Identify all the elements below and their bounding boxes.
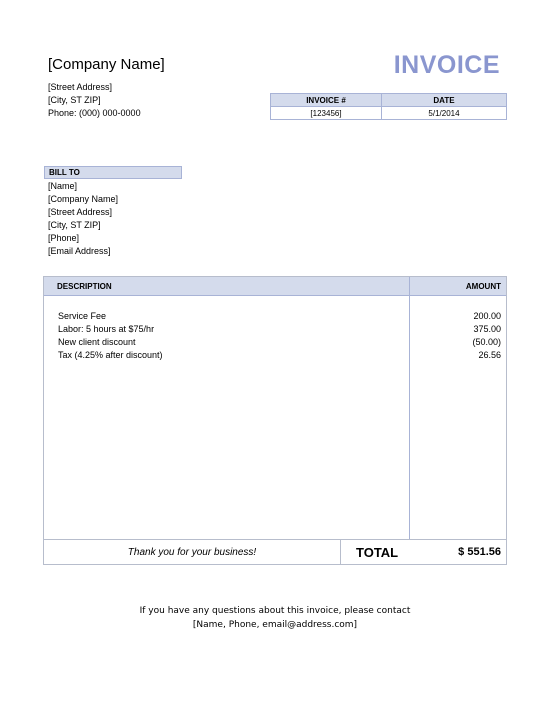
invoice-title: INVOICE xyxy=(393,51,500,79)
item-description: Service Fee xyxy=(58,311,107,321)
item-amount: 26.56 xyxy=(478,350,501,360)
totals-row xyxy=(44,539,506,564)
bill-to-city: [City, ST ZIP] xyxy=(48,220,101,230)
description-column-header: DESCRIPTION xyxy=(57,282,112,291)
bill-to-heading: BILL TO xyxy=(44,166,182,179)
bill-to-name: [Name] xyxy=(48,181,78,191)
company-street: [Street Address] xyxy=(48,82,113,92)
invoice-date: 5/1/2014 xyxy=(382,107,507,120)
item-description: Labor: 5 hours at $75/hr xyxy=(58,324,155,334)
item-amount: 200.00 xyxy=(473,311,501,321)
item-amount: 375.00 xyxy=(473,324,501,334)
bill-to-street: [Street Address] xyxy=(48,207,113,217)
bill-to-company: [Company Name] xyxy=(48,194,119,204)
invoice-date-label: DATE xyxy=(382,94,507,107)
footer-divider xyxy=(340,540,341,565)
contact-note: If you have any questions about this invoice, please contact xyxy=(139,606,411,616)
amount-column-header: AMOUNT xyxy=(465,282,501,291)
invoice-number: [123456] xyxy=(271,107,382,120)
item-amount: (50.00) xyxy=(472,337,501,347)
thank-you-note: Thank you for your business! xyxy=(127,547,257,558)
company-phone: Phone: (000) 000-0000 xyxy=(48,108,141,118)
total-value: $ 551.56 xyxy=(458,546,501,558)
invoice-info-value-row xyxy=(271,107,507,120)
line-items-header xyxy=(44,277,506,296)
bill-to-email: [Email Address] xyxy=(48,246,111,256)
company-name: [Company Name] xyxy=(48,56,165,73)
item-description: Tax (4.25% after discount) xyxy=(58,350,163,360)
invoice-info-header-row xyxy=(271,94,507,107)
bill-to-phone: [Phone] xyxy=(48,233,80,243)
item-description: New client discount xyxy=(58,337,136,347)
contact-details: [Name, Phone, email@address.com] xyxy=(192,620,358,630)
line-items-table xyxy=(43,276,507,565)
invoice-number-label: INVOICE # xyxy=(271,94,382,107)
column-divider xyxy=(409,277,410,539)
invoice-info-table xyxy=(270,93,507,120)
company-city: [City, ST ZIP] xyxy=(48,95,101,105)
total-label: TOTAL xyxy=(356,545,399,560)
